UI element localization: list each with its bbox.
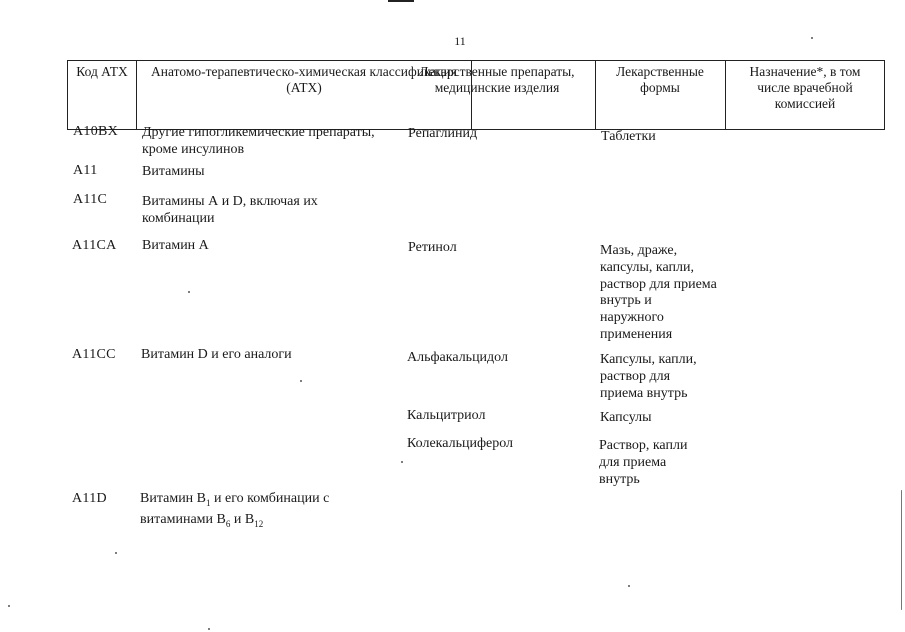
header-purpose: Назначение*, в том числе врачебной комиссией — [749, 64, 861, 111]
row-drug: Колекальциферол — [407, 436, 514, 451]
row-atc: Другие гипогликемические препараты, кроме инсулинов — [142, 125, 375, 157]
row-code: A11D — [72, 491, 107, 506]
row-form: Капсулы — [600, 410, 652, 425]
page-number: 11 — [454, 34, 466, 48]
row-form: Капсулы, капли, раствор для приема внутрь — [600, 352, 697, 401]
row-code: A11CA — [72, 238, 117, 253]
scan-speck — [628, 585, 630, 587]
header-code: Код АТХ — [68, 61, 137, 129]
scan-speck — [208, 628, 210, 630]
row-atc: Витамины — [142, 164, 205, 179]
row-atc: Витамины А и D, включая их комбинации — [142, 194, 318, 226]
scan-speck — [811, 37, 813, 39]
row-atc: Витамин $B_1$ и его комбинации с витаминами $B_6$ и $B_{12}$ — [140, 491, 330, 529]
scan-speck — [188, 291, 190, 293]
row-form: Мазь, драже, капсулы, капли, раствор для приема внутрь и наружного применения — [600, 243, 717, 342]
row-form: Таблетки — [601, 129, 656, 144]
row-drug: Репаглинид — [408, 126, 478, 141]
row-drug: Кальцитриол — [407, 408, 486, 423]
scan-speck — [8, 605, 10, 607]
header-drug-text: Лекарственные препараты, медицинские изделия — [419, 64, 575, 95]
header-form: Лекарственные формы — [595, 61, 726, 129]
row-atc: Витамин А — [142, 238, 209, 253]
header-atc: Анатомо-терапевтическо-химическая классификация (АТХ) — [137, 61, 472, 129]
row-code: A11 — [73, 163, 98, 178]
top-edge-mark — [388, 0, 414, 2]
row-code: A11C — [73, 192, 108, 207]
row-code: A11CC — [72, 347, 116, 362]
scan-speck — [300, 380, 302, 382]
row-drug: Ретинол — [408, 240, 457, 255]
scan-speck — [401, 461, 403, 463]
table-header — [67, 60, 885, 130]
scan-edge-line — [901, 490, 902, 610]
row-code: A10BX — [73, 124, 119, 139]
row-drug: Альфакальцидол — [407, 350, 508, 365]
row-form: Раствор, капли для приема внутрь — [599, 438, 688, 487]
row-atc: Витамин D и его аналоги — [141, 347, 292, 362]
scan-speck — [115, 552, 117, 554]
